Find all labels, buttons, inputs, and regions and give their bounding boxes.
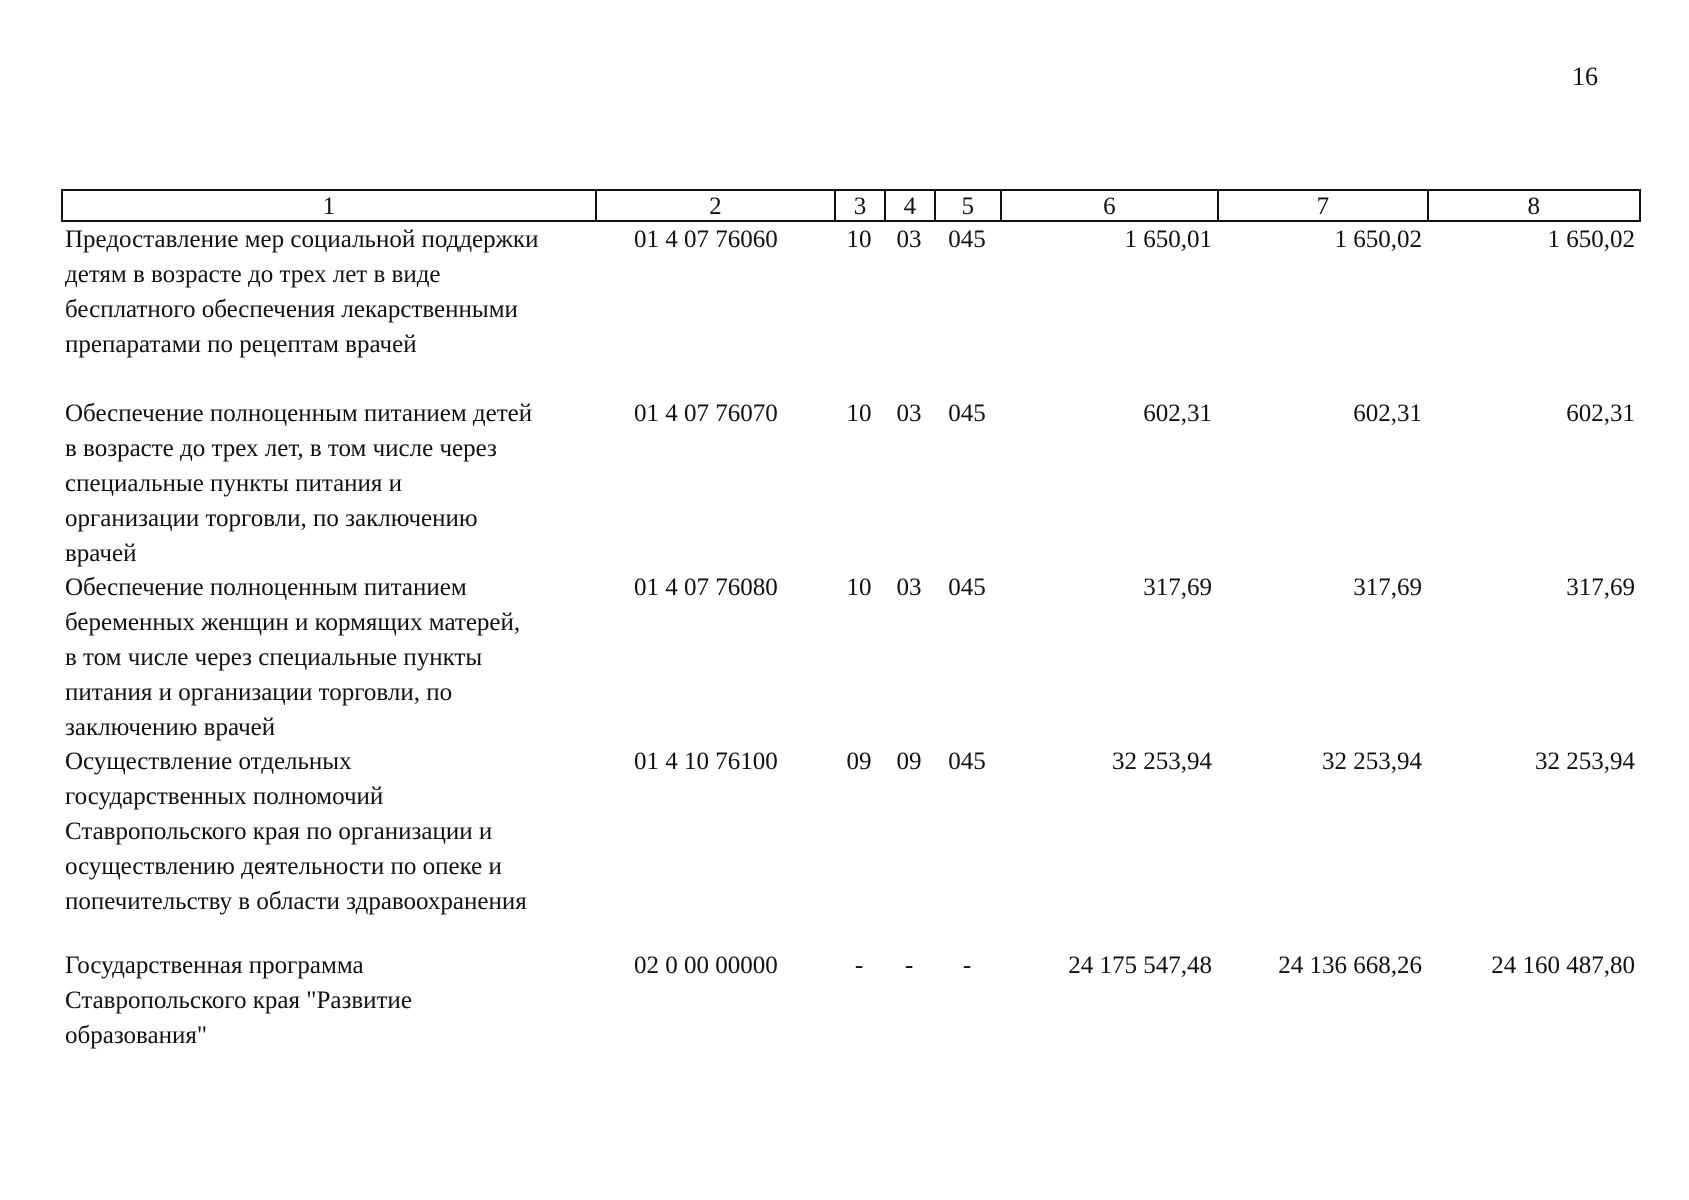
row-code: 01 4 07 76070 [634,400,778,427]
row-amount-8: 317,69 [1566,574,1635,601]
row-subsection: 03 [896,226,922,253]
row-code: 01 4 07 76080 [634,574,778,601]
header-cell: 8 [1427,191,1639,220]
table-row [61,948,1641,1053]
row-amount-6: 1 650,01 [1124,226,1212,253]
row-section: 10 [846,400,872,427]
page-number: 16 [1572,62,1598,91]
row-section: - [854,952,864,979]
row-amount-7: 602,31 [1353,400,1422,427]
table-row [61,570,1641,744]
row-amount-6: 602,31 [1143,400,1212,427]
row-subsection: 09 [896,748,922,775]
row-amount-7: 317,69 [1353,574,1422,601]
row-type: 045 [948,574,986,601]
header-cell: 6 [1000,191,1217,220]
row-subsection: 03 [896,400,922,427]
row-section: 10 [846,226,872,253]
row-amount-8: 602,31 [1566,400,1635,427]
row-amount-6: 317,69 [1143,574,1212,601]
row-code: 02 0 00 00000 [634,952,778,979]
row-description: Осуществление отдельных государственных полномочий Ставропольского края по организации и осуществлению деятельности по опеке и попечительству в области здравоохранения [65,748,527,915]
row-amount-8: 1 650,02 [1547,226,1635,253]
header-cell: 4 [884,191,934,220]
row-type: - [962,952,972,979]
header-cell: 1 [322,193,336,220]
row-amount-8: 32 253,94 [1535,748,1635,775]
row-section: 10 [846,574,872,601]
row-amount-6: 24 175 547,48 [1068,952,1212,979]
budget-table [61,189,1641,1053]
row-type: 045 [948,748,986,775]
row-description: Предоставление мер социальной поддержки детям в возрасте до трех лет в виде бесплатного обеспечения лекарственными препаратами по рецептам врачей [65,226,539,358]
row-amount-7: 1 650,02 [1334,226,1422,253]
header-cell: 2 [595,191,834,220]
table-header-row [61,189,1641,222]
row-description: Обеспечение полноценным питанием детей в возрасте до трех лет, в том числе через специальные пункты питания и организации торговли, по заключению врачей [65,400,533,567]
table-row [61,396,1641,570]
header-cell: 3 [834,191,884,220]
row-code: 01 4 07 76060 [634,226,778,253]
row-type: 045 [948,226,986,253]
row-amount-7: 24 136 668,26 [1278,952,1422,979]
row-subsection: - [904,952,914,979]
row-description: Государственная программа Ставропольского края "Развитие образования" [65,952,412,1049]
table-row [61,744,1641,948]
row-subsection: 03 [896,574,922,601]
row-amount-6: 32 253,94 [1112,748,1212,775]
header-cell: 7 [1217,191,1426,220]
row-amount-7: 32 253,94 [1322,748,1422,775]
row-amount-8: 24 160 487,80 [1491,952,1635,979]
header-cell: 5 [934,191,1000,220]
row-code: 01 4 10 76100 [634,748,778,775]
row-type: 045 [948,400,986,427]
row-section: 09 [846,748,872,775]
table-row [61,222,1641,396]
row-description: Обеспечение полноценным питанием беременных женщин и кормящих матерей, в том числе через специальные пункты питания и организации торговли, по заключению врачей [65,574,521,741]
